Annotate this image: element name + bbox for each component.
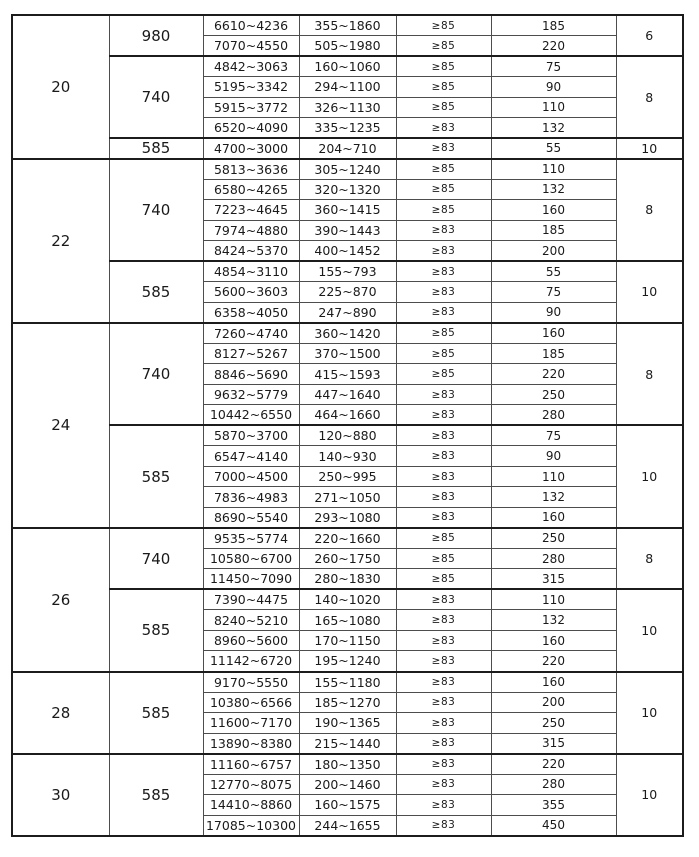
airflow-range-cell: 6520~4090 xyxy=(203,118,299,139)
pressure-range-cell: 390~1443 xyxy=(299,220,396,241)
table-row xyxy=(12,323,683,344)
airflow-range-cell: 11142~6720 xyxy=(203,651,299,672)
rotation-speed-cell: 585 xyxy=(109,589,203,671)
pressure-range-cell: 140~930 xyxy=(299,446,396,467)
power-cell: 55 xyxy=(491,138,616,159)
airflow-range-cell: 8690~5540 xyxy=(203,507,299,528)
pressure-range-cell: 335~1235 xyxy=(299,118,396,139)
airflow-range-cell: 11160~6757 xyxy=(203,754,299,775)
spec-table xyxy=(11,14,684,837)
power-cell: 90 xyxy=(491,302,616,323)
efficiency-cell: ≥83 xyxy=(396,425,491,446)
rotation-speed-cell: 585 xyxy=(109,672,203,754)
pressure-range-cell: 250~995 xyxy=(299,466,396,487)
power-cell: 110 xyxy=(491,466,616,487)
pressure-range-cell: 464~1660 xyxy=(299,405,396,426)
airflow-range-cell: 11600~7170 xyxy=(203,713,299,734)
pressure-range-cell: 447~1640 xyxy=(299,384,396,405)
efficiency-cell: ≥85 xyxy=(396,159,491,180)
power-cell: 160 xyxy=(491,630,616,651)
airflow-range-cell: 10442~6550 xyxy=(203,405,299,426)
pressure-range-cell: 155~1180 xyxy=(299,672,396,693)
rotation-speed-cell: 585 xyxy=(109,425,203,528)
airflow-range-cell: 4854~3110 xyxy=(203,261,299,282)
pressure-range-cell: 200~1460 xyxy=(299,774,396,795)
pressure-range-cell: 400~1452 xyxy=(299,241,396,262)
pressure-range-cell: 190~1365 xyxy=(299,713,396,734)
pressure-range-cell: 160~1575 xyxy=(299,795,396,816)
power-cell: 110 xyxy=(491,97,616,118)
efficiency-cell: ≥85 xyxy=(396,97,491,118)
efficiency-cell: ≥83 xyxy=(396,446,491,467)
airflow-range-cell: 4842~3063 xyxy=(203,56,299,77)
table-row xyxy=(12,589,683,610)
power-cell: 75 xyxy=(491,56,616,77)
pressure-range-cell: 505~1980 xyxy=(299,36,396,57)
airflow-range-cell: 5195~3342 xyxy=(203,77,299,98)
pressure-range-cell: 155~793 xyxy=(299,261,396,282)
efficiency-cell: ≥83 xyxy=(396,487,491,508)
rotation-speed-cell: 585 xyxy=(109,754,203,836)
pressure-range-cell: 271~1050 xyxy=(299,487,396,508)
efficiency-cell: ≥83 xyxy=(396,118,491,139)
power-cell: 450 xyxy=(491,815,616,836)
pole-count-cell: 10 xyxy=(616,425,683,528)
rotation-speed-cell: 980 xyxy=(109,15,203,56)
power-cell: 220 xyxy=(491,651,616,672)
power-cell: 185 xyxy=(491,15,616,36)
pole-count-cell: 8 xyxy=(616,56,683,138)
pressure-range-cell: 244~1655 xyxy=(299,815,396,836)
power-cell: 132 xyxy=(491,610,616,631)
airflow-range-cell: 6610~4236 xyxy=(203,15,299,36)
power-cell: 200 xyxy=(491,241,616,262)
pole-count-cell: 8 xyxy=(616,528,683,590)
pressure-range-cell: 260~1750 xyxy=(299,548,396,569)
table-row xyxy=(12,159,683,180)
power-cell: 220 xyxy=(491,36,616,57)
power-cell: 160 xyxy=(491,507,616,528)
efficiency-cell: ≥83 xyxy=(396,241,491,262)
power-cell: 185 xyxy=(491,220,616,241)
airflow-range-cell: 13890~8380 xyxy=(203,733,299,754)
efficiency-cell: ≥83 xyxy=(396,774,491,795)
pressure-range-cell: 294~1100 xyxy=(299,77,396,98)
power-cell: 355 xyxy=(491,795,616,816)
airflow-range-cell: 17085~10300 xyxy=(203,815,299,836)
pressure-range-cell: 160~1060 xyxy=(299,56,396,77)
table-row xyxy=(12,56,683,77)
pressure-range-cell: 247~890 xyxy=(299,302,396,323)
pole-count-cell: 10 xyxy=(616,754,683,836)
efficiency-cell: ≥85 xyxy=(396,77,491,98)
efficiency-cell: ≥85 xyxy=(396,200,491,221)
table-row xyxy=(12,138,683,159)
efficiency-cell: ≥83 xyxy=(396,713,491,734)
table-row xyxy=(12,261,683,282)
pressure-range-cell: 195~1240 xyxy=(299,651,396,672)
fan-size-cell: 26 xyxy=(12,528,109,672)
pressure-range-cell: 220~1660 xyxy=(299,528,396,549)
spec-table-body xyxy=(12,15,683,836)
rotation-speed-cell: 740 xyxy=(109,56,203,138)
efficiency-cell: ≥83 xyxy=(396,815,491,836)
power-cell: 75 xyxy=(491,282,616,303)
power-cell: 160 xyxy=(491,672,616,693)
power-cell: 90 xyxy=(491,77,616,98)
table-row xyxy=(12,672,683,693)
efficiency-cell: ≥85 xyxy=(396,364,491,385)
efficiency-cell: ≥83 xyxy=(396,651,491,672)
power-cell: 132 xyxy=(491,487,616,508)
fan-size-cell: 28 xyxy=(12,672,109,754)
fan-size-cell: 20 xyxy=(12,15,109,159)
power-cell: 90 xyxy=(491,446,616,467)
efficiency-cell: ≥83 xyxy=(396,302,491,323)
rotation-speed-cell: 740 xyxy=(109,159,203,262)
airflow-range-cell: 11450~7090 xyxy=(203,569,299,590)
pole-count-cell: 10 xyxy=(616,589,683,671)
power-cell: 280 xyxy=(491,774,616,795)
airflow-range-cell: 10580~6700 xyxy=(203,548,299,569)
power-cell: 200 xyxy=(491,692,616,713)
pressure-range-cell: 215~1440 xyxy=(299,733,396,754)
pressure-range-cell: 120~880 xyxy=(299,425,396,446)
power-cell: 250 xyxy=(491,713,616,734)
pressure-range-cell: 140~1020 xyxy=(299,589,396,610)
airflow-range-cell: 10380~6566 xyxy=(203,692,299,713)
airflow-range-cell: 4700~3000 xyxy=(203,138,299,159)
efficiency-cell: ≥85 xyxy=(396,528,491,549)
airflow-range-cell: 9535~5774 xyxy=(203,528,299,549)
power-cell: 160 xyxy=(491,200,616,221)
efficiency-cell: ≥83 xyxy=(396,795,491,816)
airflow-range-cell: 5813~3636 xyxy=(203,159,299,180)
pressure-range-cell: 360~1415 xyxy=(299,200,396,221)
efficiency-cell: ≥83 xyxy=(396,138,491,159)
efficiency-cell: ≥85 xyxy=(396,36,491,57)
airflow-range-cell: 6358~4050 xyxy=(203,302,299,323)
efficiency-cell: ≥83 xyxy=(396,282,491,303)
power-cell: 132 xyxy=(491,118,616,139)
airflow-range-cell: 7223~4645 xyxy=(203,200,299,221)
efficiency-cell: ≥83 xyxy=(396,630,491,651)
power-cell: 185 xyxy=(491,343,616,364)
pressure-range-cell: 280~1830 xyxy=(299,569,396,590)
efficiency-cell: ≥83 xyxy=(396,672,491,693)
table-row xyxy=(12,754,683,775)
power-cell: 315 xyxy=(491,569,616,590)
power-cell: 110 xyxy=(491,159,616,180)
table-row xyxy=(12,425,683,446)
pole-count-cell: 10 xyxy=(616,261,683,323)
airflow-range-cell: 5870~3700 xyxy=(203,425,299,446)
power-cell: 315 xyxy=(491,733,616,754)
pressure-range-cell: 225~870 xyxy=(299,282,396,303)
rotation-speed-cell: 585 xyxy=(109,138,203,159)
table-row xyxy=(12,15,683,36)
airflow-range-cell: 5600~3603 xyxy=(203,282,299,303)
airflow-range-cell: 8127~5267 xyxy=(203,343,299,364)
efficiency-cell: ≥83 xyxy=(396,261,491,282)
pole-count-cell: 6 xyxy=(616,15,683,56)
pressure-range-cell: 170~1150 xyxy=(299,630,396,651)
pressure-range-cell: 360~1420 xyxy=(299,323,396,344)
efficiency-cell: ≥83 xyxy=(396,610,491,631)
power-cell: 220 xyxy=(491,364,616,385)
airflow-range-cell: 9632~5779 xyxy=(203,384,299,405)
airflow-range-cell: 8846~5690 xyxy=(203,364,299,385)
pressure-range-cell: 326~1130 xyxy=(299,97,396,118)
pressure-range-cell: 355~1860 xyxy=(299,15,396,36)
power-cell: 110 xyxy=(491,589,616,610)
power-cell: 75 xyxy=(491,425,616,446)
power-cell: 160 xyxy=(491,323,616,344)
pressure-range-cell: 293~1080 xyxy=(299,507,396,528)
airflow-range-cell: 8424~5370 xyxy=(203,241,299,262)
airflow-range-cell: 9170~5550 xyxy=(203,672,299,693)
pole-count-cell: 10 xyxy=(616,138,683,159)
airflow-range-cell: 14410~8860 xyxy=(203,795,299,816)
efficiency-cell: ≥83 xyxy=(396,589,491,610)
efficiency-cell: ≥85 xyxy=(396,56,491,77)
power-cell: 250 xyxy=(491,528,616,549)
power-cell: 250 xyxy=(491,384,616,405)
efficiency-cell: ≥85 xyxy=(396,569,491,590)
power-cell: 132 xyxy=(491,179,616,200)
airflow-range-cell: 5915~3772 xyxy=(203,97,299,118)
efficiency-cell: ≥83 xyxy=(396,733,491,754)
pressure-range-cell: 204~710 xyxy=(299,138,396,159)
pressure-range-cell: 370~1500 xyxy=(299,343,396,364)
power-cell: 280 xyxy=(491,548,616,569)
fan-size-cell: 22 xyxy=(12,159,109,323)
efficiency-cell: ≥83 xyxy=(396,220,491,241)
airflow-range-cell: 8240~5210 xyxy=(203,610,299,631)
airflow-range-cell: 7836~4983 xyxy=(203,487,299,508)
efficiency-cell: ≥83 xyxy=(396,384,491,405)
table-row xyxy=(12,528,683,549)
airflow-range-cell: 7000~4500 xyxy=(203,466,299,487)
pressure-range-cell: 185~1270 xyxy=(299,692,396,713)
rotation-speed-cell: 740 xyxy=(109,323,203,426)
pole-count-cell: 8 xyxy=(616,323,683,426)
power-cell: 55 xyxy=(491,261,616,282)
pressure-range-cell: 415~1593 xyxy=(299,364,396,385)
airflow-range-cell: 6547~4140 xyxy=(203,446,299,467)
rotation-speed-cell: 740 xyxy=(109,528,203,590)
fan-size-cell: 24 xyxy=(12,323,109,528)
efficiency-cell: ≥85 xyxy=(396,343,491,364)
power-cell: 280 xyxy=(491,405,616,426)
pole-count-cell: 10 xyxy=(616,672,683,754)
power-cell: 220 xyxy=(491,754,616,775)
pole-count-cell: 8 xyxy=(616,159,683,262)
efficiency-cell: ≥83 xyxy=(396,466,491,487)
rotation-speed-cell: 585 xyxy=(109,261,203,323)
pressure-range-cell: 165~1080 xyxy=(299,610,396,631)
airflow-range-cell: 7974~4880 xyxy=(203,220,299,241)
airflow-range-cell: 7390~4475 xyxy=(203,589,299,610)
efficiency-cell: ≥83 xyxy=(396,754,491,775)
pressure-range-cell: 320~1320 xyxy=(299,179,396,200)
airflow-range-cell: 7260~4740 xyxy=(203,323,299,344)
efficiency-cell: ≥85 xyxy=(396,548,491,569)
efficiency-cell: ≥83 xyxy=(396,405,491,426)
efficiency-cell: ≥85 xyxy=(396,179,491,200)
pressure-range-cell: 305~1240 xyxy=(299,159,396,180)
pressure-range-cell: 180~1350 xyxy=(299,754,396,775)
airflow-range-cell: 6580~4265 xyxy=(203,179,299,200)
efficiency-cell: ≥85 xyxy=(396,15,491,36)
airflow-range-cell: 12770~8075 xyxy=(203,774,299,795)
fan-size-cell: 30 xyxy=(12,754,109,836)
efficiency-cell: ≥83 xyxy=(396,507,491,528)
efficiency-cell: ≥83 xyxy=(396,692,491,713)
airflow-range-cell: 8960~5600 xyxy=(203,630,299,651)
airflow-range-cell: 7070~4550 xyxy=(203,36,299,57)
efficiency-cell: ≥85 xyxy=(396,323,491,344)
